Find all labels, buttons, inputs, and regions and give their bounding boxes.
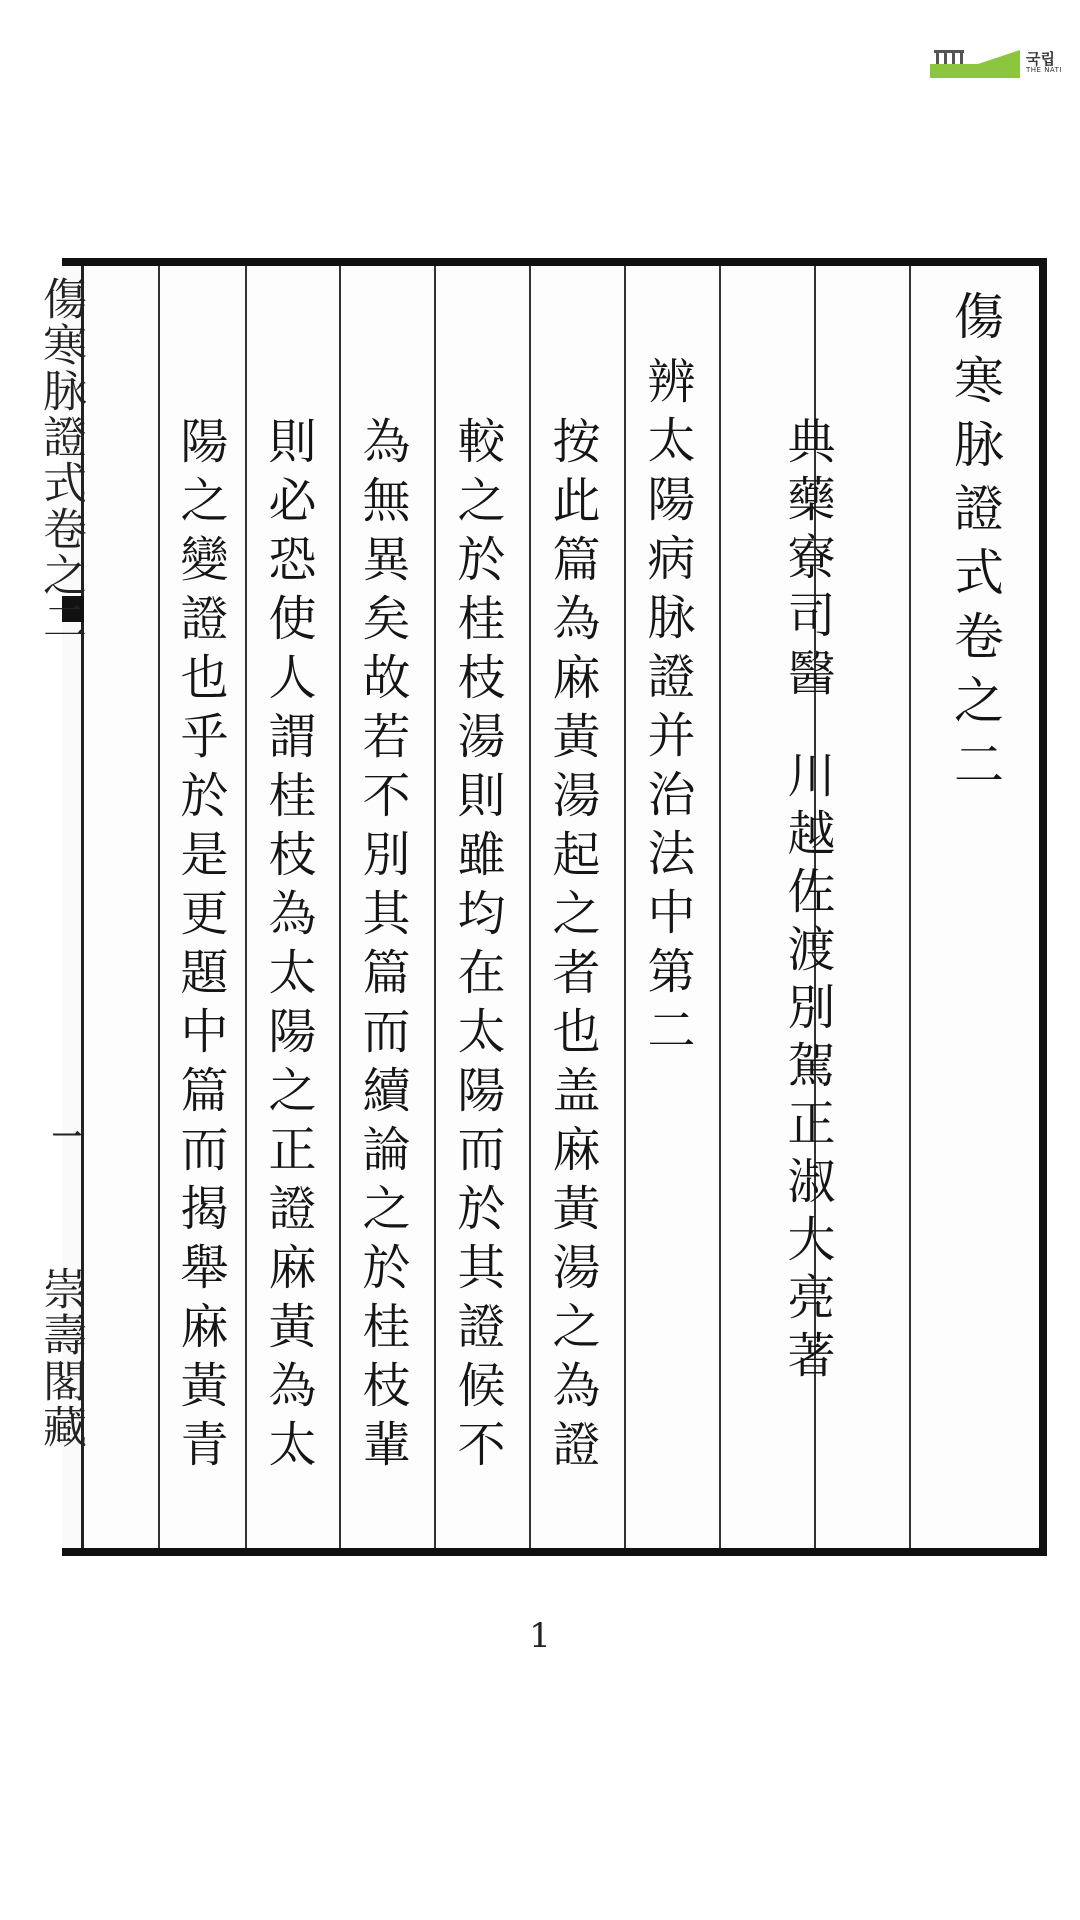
text-column: 按此篇為麻黃湯起之者也盖麻黃湯之為證: [544, 416, 600, 1478]
scanned-book-page: [35, 258, 1047, 1556]
page-number: 1: [529, 1616, 551, 1656]
column-rule: [339, 266, 341, 1548]
column-rule: [158, 266, 160, 1548]
book-title: 傷寒脉證式卷之二: [946, 290, 1004, 802]
section-heading: 辨太陽病脉證并治法中第二: [639, 356, 695, 1064]
edge-title-text: [35, 276, 92, 644]
edge-volume: 卷之二: [35, 506, 86, 644]
edge-title: 傷寒脉證式: [35, 276, 86, 506]
text-column: 陽之變證也乎於是更題中篇而揭舉麻黃青: [172, 416, 228, 1478]
column-rule: [245, 266, 247, 1548]
author-office: 典藥寮司醫: [779, 416, 835, 706]
library-logo: [930, 44, 1080, 84]
column-rule: [529, 266, 531, 1548]
column-rule: [909, 266, 911, 1548]
library-logo-icon: [930, 50, 1020, 78]
logo-english-text: THE NATI: [1026, 66, 1063, 74]
text-column: 為無異矣故若不別其篇而續論之於桂枝輩: [354, 416, 410, 1478]
text-column: 則必恐使人謂桂枝為太陽之正證麻黃為太: [260, 416, 316, 1478]
edge-bottom-text: 崇壽閣藏: [35, 1266, 86, 1450]
column-rule: [719, 266, 721, 1548]
column-rule: [434, 266, 436, 1548]
logo-korean-text: 국립: [1026, 50, 1055, 68]
text-column: 較之於桂枝湯則雖均在太陽而於其證候不: [449, 416, 505, 1478]
author-name: 川越佐渡別駕正淑大亮著: [779, 750, 835, 1388]
author-line: [777, 416, 837, 1388]
column-rule: [624, 266, 626, 1548]
edge-page-mark: 一: [52, 1120, 82, 1155]
